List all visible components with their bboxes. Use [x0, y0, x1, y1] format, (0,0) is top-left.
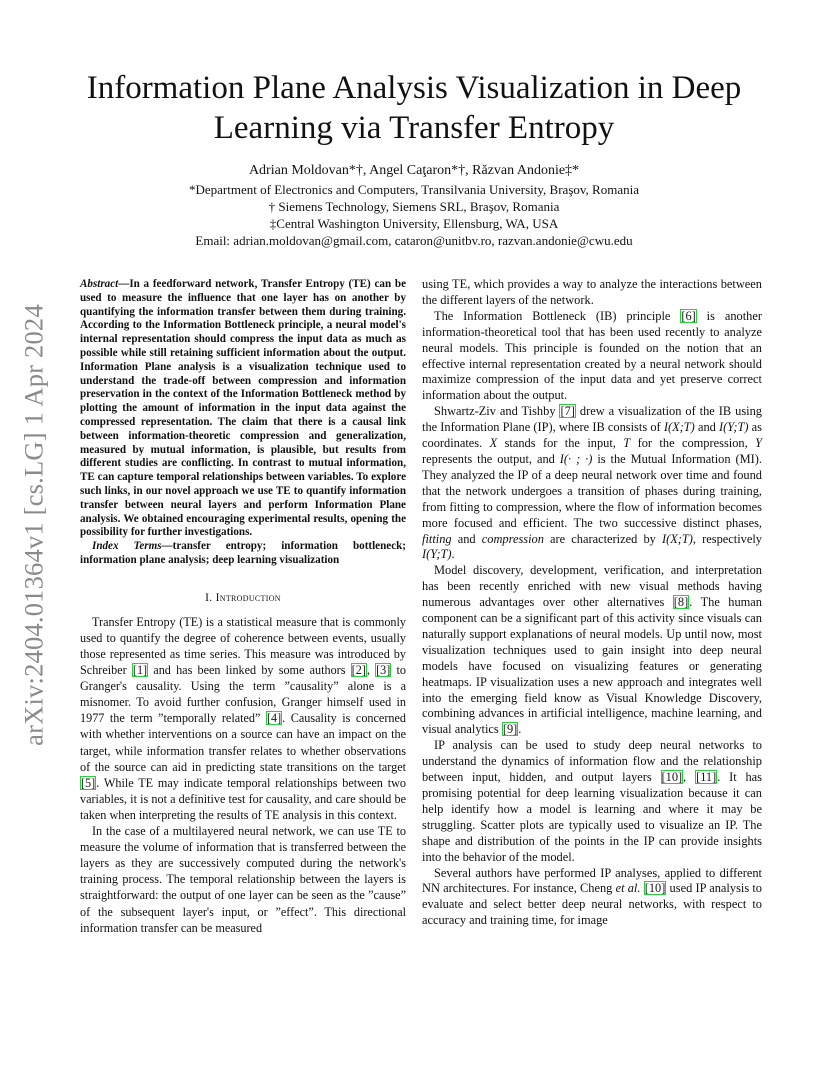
math-expression: I(X;T)	[661, 531, 693, 546]
abstract-text: —In a feedforward network, Transfer Entropy (TE) can be used to measure the influence that one layer has on another by quantifying the information transfer between them during training. According to the Information Bottleneck principle, a neural model's internal representation should compress the input data as much as possible while still retaining sufficient information about the output. Information Plane analysis is a visualization technique used to understand the trade-off between compression and information preservation in the context of the Information Bottleneck method by plotting the amount of information in the input data against the compressed representation. The claim that there is a causal link between information-theoretic compression and generalization, measured by mutual information, is plausible, but results from different studies are conflicting. In contrast to mutual information, TE can capture temporal relationships between variables. To explore such links, in our novel approach we use TE to quantify information transfer between neural layers and perform Information Plane analysis. We obtained encouraging experimental results, opening the possibility for further investigations.	[80, 278, 406, 539]
intro-paragraph-2: In the case of a multilayered neural network, we can use TE to measure the volume of information that is transferred between the layers as they are successively computed during the network's training process. The temporal relationship between the layers is straightforward: the output of one layer can be seen as the ”cause” of the subsequent layer's input, or ”effect”. This directional information transfer can be measured	[80, 824, 406, 935]
citation-link[interactable]: [3]	[376, 663, 391, 678]
intro-paragraph-7: Several authors have performed IP analyses, applied to different NN architectures. For instance, Cheng et al. [10] used IP analysis to evaluate and select better deep neural networks, with respect to accuracy and training time, for image	[422, 865, 762, 928]
citation-link[interactable]: [4]	[266, 711, 282, 726]
citation-link[interactable]: [10]	[644, 881, 666, 896]
affiliation-3: ‡Central Washington University, Ellensburg, WA, USA	[269, 216, 559, 231]
section-title: Introduction	[215, 591, 281, 604]
intro-paragraph-6: IP analysis can be used to study deep neural networks to understand the dynamics of information flow and the relationship between input, hidden, and output layers [10], [11]. It has promising potential for deep learning visualization because it can help identify how a model is learning and where it may be struggling. Scatter plots are typically used to visualize an IP. The shape and distribution of the points in the IP can provide insights into the behavior of the model.	[422, 738, 762, 864]
citation-link[interactable]: [7]	[560, 404, 575, 419]
paper-title	[60, 68, 768, 148]
author-names: Adrian Moldovan*†, Angel Caţaron*†, Răzvan Andonie‡*	[248, 163, 580, 178]
abstract-label: Abstract	[80, 278, 119, 290]
math-expression: T	[623, 436, 631, 451]
math-expression: I(Y;T)	[719, 420, 749, 435]
intro-paragraph-3: The Information Bottleneck (IB) principle [6] is another information-theoretical tool that has been used recently to analyze neural models. This principle is founded on the notion that an effective internal representation created by a neural network should maximize compression of the input data and yet preserve correct information about the output.	[422, 308, 762, 403]
math-expression: I(Y;T)	[422, 547, 452, 562]
citation-link[interactable]: [1]	[132, 663, 148, 678]
intro-paragraph-5: Model discovery, development, verification, and interpretation has been recently enriched with new visual methods having numerous advantages over other alternatives [8]. The human component can be a significant part of this activity since visuals can naturally support explanations of neural models. Up until now, most visualization techniques used to gain insight into deep neural models have focused on visualizing features or generating heatmaps. IP visualization uses a new approach and integrates well into the emerging field know as Visual Knowledge Discovery, combining advances in artificial intelligence, machine learning, and visual analytics [9].	[422, 563, 763, 737]
affiliation-2: † Siemens Technology, Siemens SRL, Braşov, Romania	[268, 199, 560, 214]
intro-paragraph-2-cont: using TE, which provides a way to analyze the interactions between the different layers of the network.	[422, 277, 762, 307]
abstract	[80, 278, 406, 540]
affiliation-1: *Department of Electronics and Computers, Transilvania University, Braşov, Romania	[189, 182, 639, 197]
author-block	[60, 162, 768, 249]
emphasis-et-al: et al.	[615, 881, 641, 896]
intro-paragraph-4: Shwartz-Ziv and Tishby [7] drew a visualization of the IB using the Information Plane (IP), where IB consists of I(X;T) and I(Y;T) as coordinates. X stands for the input, T for the compression, Y represents the output, and I(· ; ·) is the Mutual Information (MI). They analyzed the IP of a deep neural network over time and found that the network undergoes a transition of phases during training, from fitting to compression, where the flow of information becomes more focused and efficient. The two successive distinct phases, fitting and compression are characterized by I(X;T), respectively I(Y;T).	[422, 404, 762, 562]
index-terms-text: —transfer entropy; information bottleneck; information plane analysis; deep learning visualization	[80, 540, 406, 566]
section-heading-introduction	[80, 590, 406, 606]
arxiv-sidebar-identifier	[14, 290, 54, 760]
title-line-1: Information Plane Analysis Visualization in Deep	[86, 70, 742, 106]
left-column	[80, 278, 406, 936]
citation-link[interactable]: [6]	[681, 308, 696, 323]
author-emails: Email: adrian.moldovan@gmail.com, cataron@unitbv.ro, razvan.andonie@cwu.edu	[195, 233, 633, 248]
index-terms	[80, 540, 406, 568]
citation-link[interactable]: [5]	[81, 775, 96, 790]
citation-link[interactable]: [2]	[351, 663, 366, 678]
emphasis-fitting: fitting	[422, 531, 452, 546]
citation-link[interactable]: [11]	[696, 770, 717, 785]
math-expression: I(X;T)	[663, 420, 695, 435]
citation-link[interactable]: [8]	[673, 595, 689, 610]
intro-paragraph-1: Transfer Entropy (TE) is a statistical measure that is commonly used to quantify the degree of coherence between events, usually those represented as time series. This measure was introduced by Schreiber [1] and has been linked by some authors [2], [3] to Granger's causality. Using the term ”causality” alone is a misnomer. To avoid further confusion, Granger himself used in 1977 the term ”temporally related” [4]. Causality is concerned with whether interventions on a source can have an impact on the target, while information transfer relates to whether observations of the source can aid in predicting state transitions on the target [5]. While TE may indicate temporal relationships between two variables, it is not a definitive test for causality, and care should be taken when interpreting the results of TE analysis in this context.	[80, 614, 407, 822]
math-expression: X	[489, 436, 498, 451]
arxiv-id-text: arXiv:2404.01364v1 [cs.LG] 1 Apr 2024	[18, 304, 49, 746]
right-column	[422, 277, 762, 929]
citation-link[interactable]: [9]	[502, 722, 518, 737]
index-terms-label: Index Terms	[92, 540, 162, 553]
section-number: I.	[205, 591, 216, 604]
emphasis-compression: compression	[481, 531, 544, 546]
title-line-2: Learning via Transfer Entropy	[213, 110, 615, 146]
citation-link[interactable]: [10]	[661, 770, 683, 785]
math-expression: Y	[755, 436, 762, 451]
math-expression: I(· ; ·)	[559, 451, 593, 466]
